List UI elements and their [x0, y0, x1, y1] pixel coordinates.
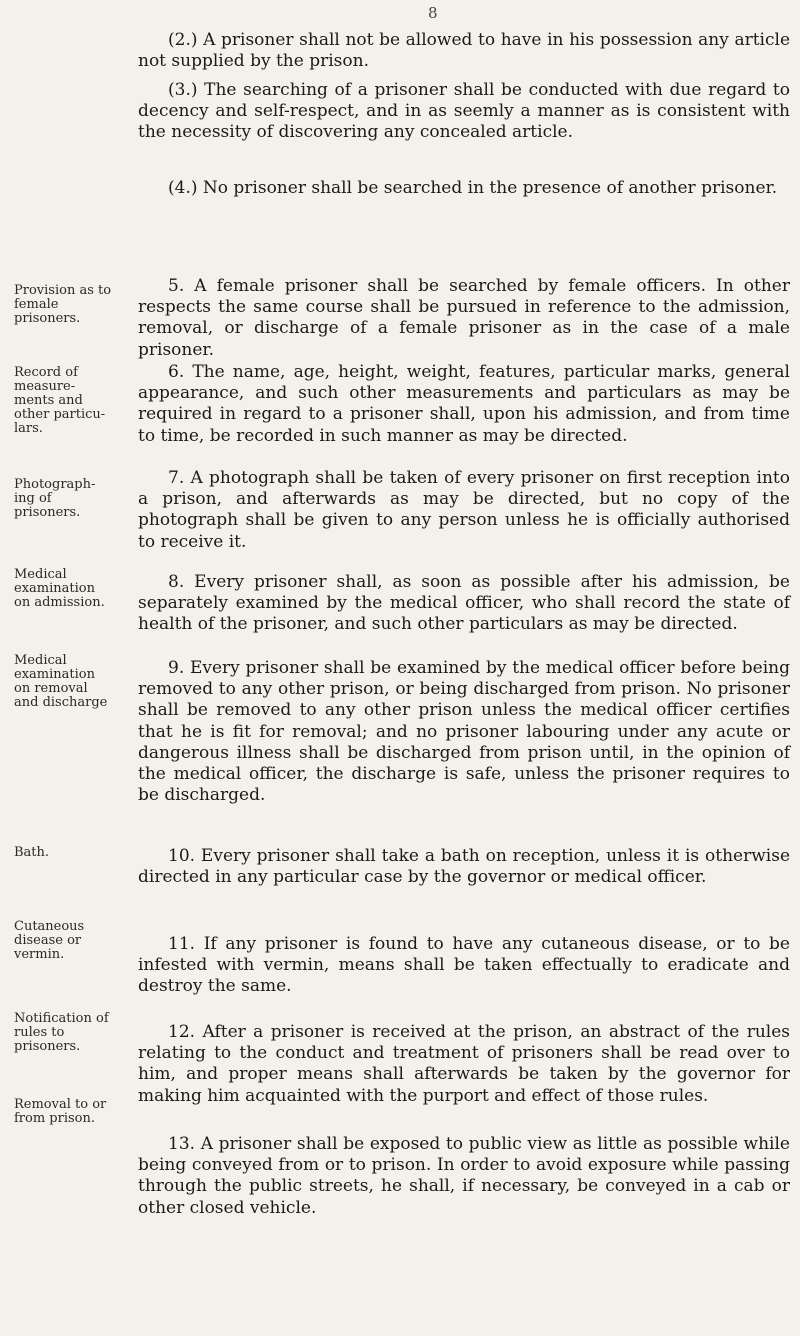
margin-note-medical-removal: Medical examination on removal and discharge — [14, 653, 108, 710]
paragraph-9: 9. Every prisoner shall be examined by the medical officer before being removed to any other prison, or being discharged from prison. No prisoner shall be removed to any other prison unless the medical officer certifies that he is fit for removal; and no prisoner labouring under any acute or dangerous illness shall be discharged from prison until, in the opinion of the medical officer, the discharge is safe, unless the prisoner requires to be discharged. — [138, 658, 790, 806]
paragraph-4-4: (4.) No prisoner shall be searched in the presence of another prisoner. — [168, 178, 778, 198]
margin-note-medical-admission: Medical examination on admission. — [14, 567, 105, 610]
paragraph-10: 10. Every prisoner shall take a bath on reception, unless it is otherwise directed in any particular case by the governor or medical officer. — [138, 846, 790, 888]
margin-note-notification: Notification of rules to prisoners. — [14, 1011, 109, 1054]
page-number: 8 — [428, 4, 438, 22]
paragraph-4-2: (2.) A prisoner shall not be allowed to have in his possession any article not supplied by the prison. — [138, 30, 790, 72]
paragraph-4-3: (3.) The searching of a prisoner shall be conducted with due regard to decency and self-respect, and in as seemly a manner as is consistent with the necessity of discovering any concealed article. — [138, 80, 790, 143]
paragraph-6: 6. The name, age, height, weight, features, particular marks, general appearance, and such other measurements and particulars as may be required in regard to a prisoner shall, upon his admission, and from time to time, be recorded in such manner as may be directed. — [138, 362, 790, 446]
margin-note-female-prisoners: Provision as to female prisoners. — [14, 283, 112, 326]
margin-note-photographing: Photograph-ing of prisoners. — [14, 477, 96, 520]
margin-note-record-measurements: Record of measure-ments and other particu-lars. — [14, 365, 106, 436]
paragraph-5: 5. A female prisoner shall be searched by female officers. In other respects the same course shall be pursued in reference to the admission, removal, or discharge of a female prisoner as in the case of a male prisoner. — [138, 276, 790, 360]
paragraph-13: 13. A prisoner shall be exposed to public view as little as possible while being conveyed from or to prison. In order to avoid exposure while passing through the public streets, he shall, if necessary, be conveyed in a cab or other closed vehicle. — [138, 1134, 790, 1218]
paragraph-12: 12. After a prisoner is received at the prison, an abstract of the rules relating to the conduct and treatment of prisoners shall be read over to him, and proper means shall afterwards be taken by the governor for making him acquainted with the purport and effect of those rules. — [138, 1022, 790, 1106]
paragraph-8: 8. Every prisoner shall, as soon as possible after his admission, be separately examined by the medical officer, who shall record the state of health of the prisoner, and such other particulars as may be directed. — [138, 572, 790, 635]
margin-note-bath: Bath. — [14, 845, 50, 860]
margin-note-removal: Removal to or from prison. — [14, 1097, 107, 1126]
margin-note-cutaneous: Cutaneous disease or vermin. — [14, 919, 85, 962]
paragraph-7: 7. A photograph shall be taken of every prisoner on first reception into a prison, and afterwards as may be directed, but no copy of the photograph shall be given to any person unless he is officially authorised to receive it. — [138, 468, 790, 552]
paragraph-11: 11. If any prisoner is found to have any cutaneous disease, or to be infested with vermin, means shall be taken effectually to eradicate and destroy the same. — [138, 934, 790, 997]
